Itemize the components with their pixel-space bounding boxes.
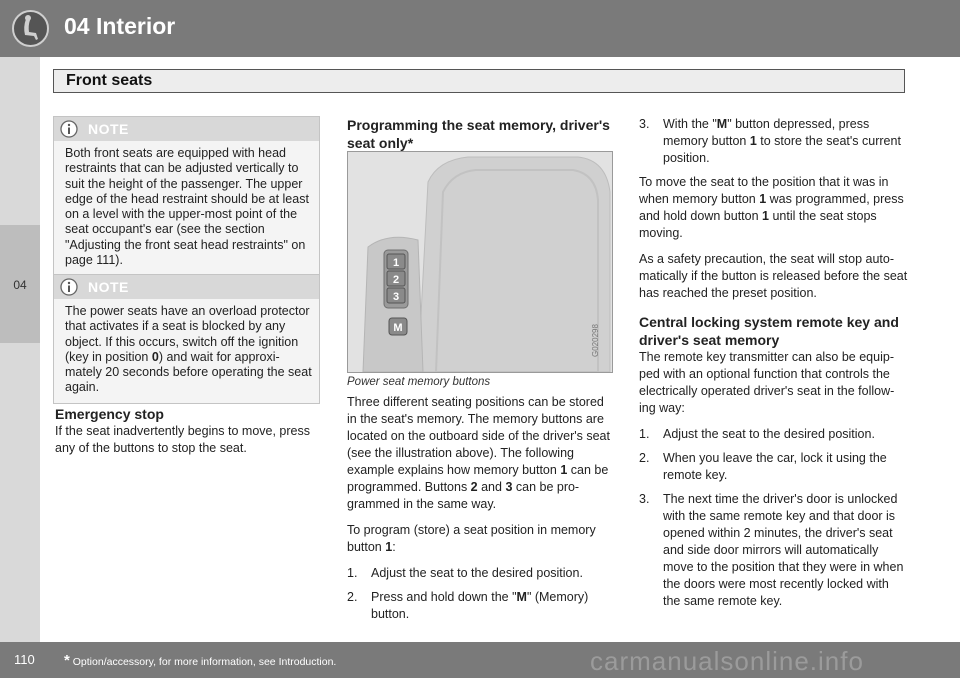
safety-text: As a safety precaution, the seat will stop auto-matically if the button is released before the seat has reached the preset position. — [639, 252, 908, 300]
move-instruction: To move the seat to the position that it was in when memory button 1 was programmed, press and hold down button 1 until the seat stops moving. — [639, 175, 904, 240]
note-text: The power seats have an overload protector that activates if a seat is blocked by any object. If this occurs, switch off the ignition (key in position 0) and wait for approxi-mately 20 seconds before operating the seat again. — [65, 304, 312, 395]
illustration-code: G020298 — [591, 324, 600, 357]
chapter-title: 04 Interior — [64, 13, 176, 39]
note-box-overload — [53, 274, 320, 404]
central-locking-intro: The remote key transmitter can also be equip-ped with an optional function that controls the electrically operated driver's seat in the follow-ing way: — [639, 350, 895, 415]
watermark: carmanualsonline.info — [590, 646, 864, 676]
programming-heading: Programming the seat memory, driver's seat only* — [347, 117, 610, 151]
memory-button-m: M — [393, 322, 403, 334]
programming-heading-block — [347, 116, 617, 152]
programming-steps — [347, 565, 617, 623]
seat-memory-illustration — [347, 151, 613, 373]
section-title-bar — [53, 69, 905, 93]
illustration-caption: Power seat memory buttons — [347, 376, 491, 388]
seat-icon — [12, 10, 49, 47]
memory-button-3: 3 — [392, 291, 400, 303]
list-item: 3. With the "M" button depressed, press memory button 1 to store the seat's current position. — [639, 117, 901, 165]
page-number: 110 — [14, 652, 35, 667]
note-title: NOTE — [88, 121, 129, 137]
list-item: 2. Press and hold down the "M" (Memory) button. — [347, 590, 589, 621]
note-title: NOTE — [88, 279, 129, 295]
list-item: 3. The next time the driver's door is unlocked with the same remote key and that door is opened within 2 minutes, the driver's seat and side door mirrors will automatically move to the position that they were in when the doors were most recently locked with the same remote key. — [639, 492, 904, 608]
programming-instruction: To program (store) a seat position in memory button 1: — [347, 523, 596, 554]
central-locking-heading: Central locking system remote key and driver's seat memory — [639, 314, 899, 348]
section-title: Front seats — [66, 72, 153, 89]
note-box-head-restraints — [53, 116, 320, 276]
left-margin-strip — [0, 57, 40, 642]
info-icon — [60, 278, 78, 296]
list-item: 2. When you leave the car, lock it using the remote key. — [639, 451, 887, 482]
memory-button-2: 2 — [392, 274, 400, 286]
note-header — [54, 275, 319, 299]
note-text: Both front seats are equipped with head restraints that can be adjusted vertically to suit the height of the passenger. The upper edge of the head restraint should be at least on a level with the upper-most point of the seat occupant's ear (see the section "Adjusting the front seat head restraints" on page 111). — [65, 146, 309, 268]
note-header — [54, 117, 319, 141]
info-icon — [60, 120, 78, 138]
programming-step-3 — [639, 116, 909, 167]
programming-intro: Three different seating positions can be stored in the seat's memory. The memory buttons are located on the outboard side of the driver's seat (see the illustration above). The following example explains how memory button 1 can be programmed. Buttons 2 and 3 can be pro-grammed in the same way. — [347, 395, 610, 511]
list-item: 1. Adjust the seat to the desired position. — [347, 566, 583, 580]
central-locking-steps — [639, 426, 909, 610]
right-column — [639, 116, 909, 617]
chapter-side-tab-label: 04 — [13, 278, 27, 292]
list-item: 1. Adjust the seat to the desired position. — [639, 427, 875, 441]
emergency-stop-section — [55, 405, 323, 457]
programming-body — [347, 394, 617, 630]
memory-button-1: 1 — [392, 257, 400, 269]
emergency-stop-heading: Emergency stop — [55, 406, 164, 422]
emergency-stop-text: If the seat inadvertently begins to move, press any of the buttons to stop the seat. — [55, 424, 310, 455]
footer-note: * Option/accessory, for more information, see Introduction. — [64, 652, 337, 669]
